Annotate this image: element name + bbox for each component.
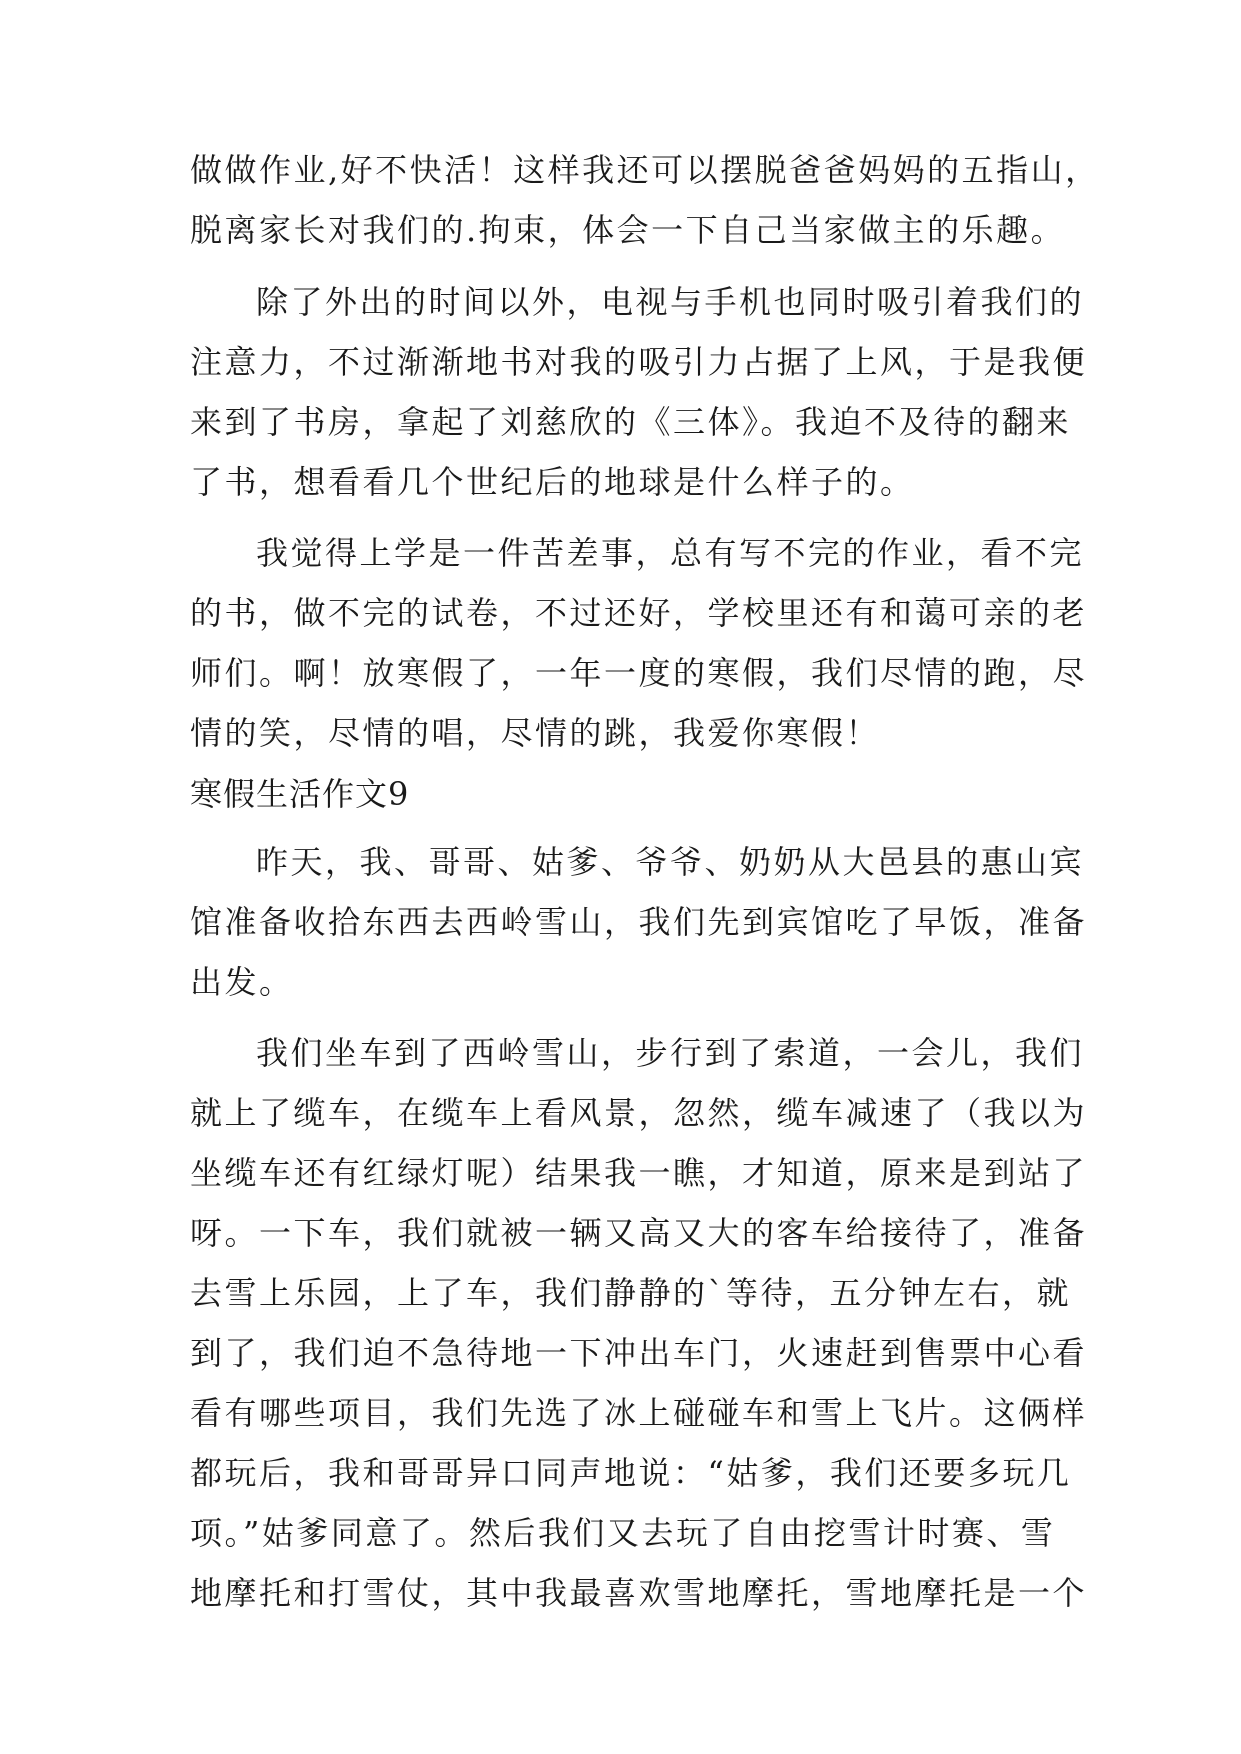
text-line: 来到了书房，拿起了刘慈欣的《三体》。我迫不及待的翻来 <box>190 403 1072 441</box>
text-line: 情的笑，尽情的唱，尽情的跳，我爱你寒假！ <box>190 714 881 752</box>
text-line: 出发。 <box>190 963 294 1001</box>
text-line: 昨天，我、哥哥、姑爹、爷爷、奶奶从大邑县的惠山宾 <box>256 843 1085 881</box>
text-line: 项。”姑爹同意了。然后我们又去玩了自由挖雪计时赛、雪 <box>190 1514 1056 1552</box>
text-line: 脱离家长对我们的.拘束，体会一下自己当家做主的乐趣。 <box>190 211 1066 249</box>
text-line: 去雪上乐园，上了车，我们静静的`等待，五分钟左右，就 <box>190 1274 1072 1312</box>
text-line: 我们坐车到了西岭雪山，步行到了索道，一会儿，我们 <box>256 1034 1085 1072</box>
text-line: 地摩托和打雪仗，其中我最喜欢雪地摩托，雪地摩托是一个 <box>190 1574 1088 1612</box>
text-line: 看有哪些项目，我们先选了冰上碰碰车和雪上飞片。这俩样 <box>190 1394 1088 1432</box>
text-line: 我觉得上学是一件苦差事，总有写不完的作业，看不完 <box>256 534 1085 572</box>
text-line: 馆准备收拾东西去西岭雪山，我们先到宾馆吃了早饭，准备 <box>190 903 1088 941</box>
text-line: 注意力，不过渐渐地书对我的吸引力占据了上风，于是我便 <box>190 343 1088 381</box>
section-heading: 寒假生活作文9 <box>190 775 410 813</box>
text-line: 呀。一下车，我们就被一辆又高又大的客车给接待了，准备 <box>190 1214 1088 1252</box>
text-line: 师们。啊！放寒假了，一年一度的寒假，我们尽情的跑，尽 <box>190 654 1088 692</box>
text-line: 就上了缆车，在缆车上看风景，忽然，缆车减速了（我以为 <box>190 1094 1088 1132</box>
text-line: 到了，我们迫不急待地一下冲出车门，火速赶到售票中心看 <box>190 1334 1088 1372</box>
text-line: 都玩后，我和哥哥异口同声地说：“姑爹，我们还要多玩几 <box>190 1454 1072 1492</box>
text-line: 坐缆车还有红绿灯呢）结果我一瞧，才知道，原来是到站了 <box>190 1154 1088 1192</box>
text-line: 了书，想看看几个世纪后的地球是什么样子的。 <box>190 463 915 501</box>
text-line: 的书，做不完的试卷，不过还好，学校里还有和蔼可亲的老 <box>190 594 1088 632</box>
text-line: 做做作业,好不快活！这样我还可以摆脱爸爸妈妈的五指山， <box>190 151 1100 189</box>
text-line: 除了外出的时间以外，电视与手机也同时吸引着我们的 <box>256 283 1085 321</box>
